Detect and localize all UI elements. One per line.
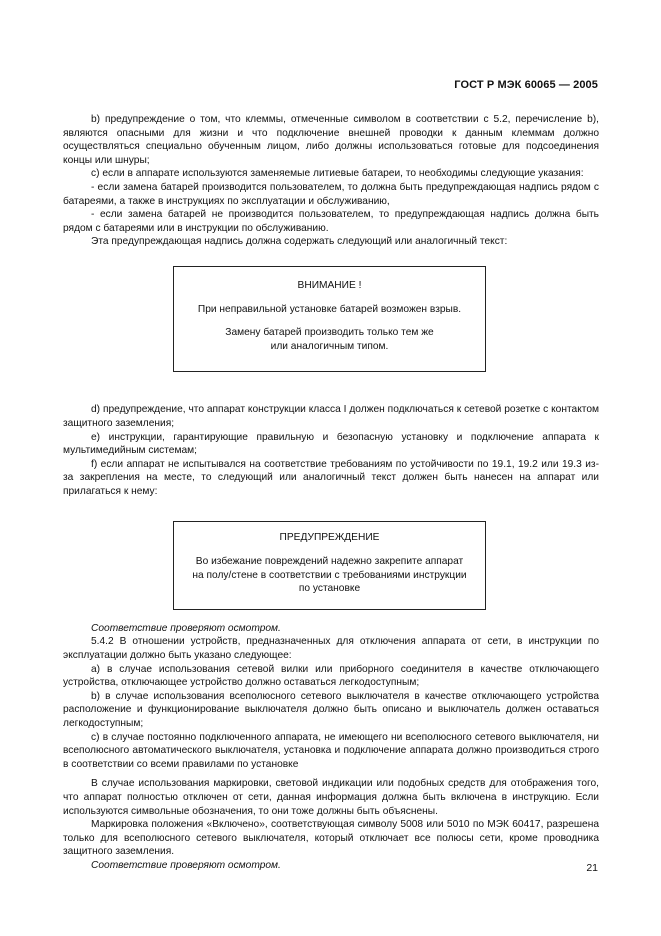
compliance-note: Соответствие проверяют осмотром. xyxy=(91,859,281,871)
item-e-paragraph: e) инструкции, гарантирующие правильную и безопасную установку и подключение аппарата к мультимедийным системам; xyxy=(63,431,599,457)
stability-caution-box xyxy=(173,521,486,609)
page-content xyxy=(63,113,599,873)
caution-box-title: ПРЕДУПРЕЖДЕНИЕ xyxy=(279,532,380,544)
standard-header: ГОСТ Р МЭК 60065 — 2005 xyxy=(454,79,598,91)
item-b-switch-paragraph: b) в случае использования всеполюсного сетевого выключателя в качестве отключающего устройства расположение и функционирование выключателя должно быть описано и выключатель должен оставаться легкодоступным; xyxy=(63,690,599,729)
warning-box-line: При неправильной установке батарей возможен взрыв. xyxy=(197,303,462,315)
on-position-marking-paragraph: Маркировка положения «Включено», соответствующая символу 5008 или 5010 по МЭК 60417, разрешена только для всеполюсного сетевого выключателя, который отключает все полюсы сети, кроме проводника защитного заземления. xyxy=(63,819,599,858)
caution-box-line: Во избежание повреждений надежно закрепите аппарат xyxy=(195,556,464,568)
page-number: 21 xyxy=(586,862,598,874)
caution-box-line: на полу/стене в соответствии с требованиями инструкции xyxy=(192,569,467,581)
battery-service-replace-paragraph: - если замена батарей не производится пользователем, то предупреждающая надпись должна быть рядом с батареями или в инструкции по обслуживанию. xyxy=(63,209,599,234)
warning-box-line: или аналогичным типом. xyxy=(270,340,389,352)
warning-box-title: ВНИМАНИЕ ! xyxy=(297,279,362,291)
caution-box-line: по установке xyxy=(298,583,361,595)
battery-warning-box xyxy=(173,266,486,372)
item-c-paragraph: c) если в аппарате используются заменяемые литиевые батареи, то необходимы следующие указания: xyxy=(91,168,584,180)
item-b-paragraph: b) предупреждение о том, что клеммы, отмеченные символом в соответствии с 5.2, перечисление b), являются опасными для жизни и что подключение внешней проводки к данным клеммам должно осуществляться специально обученным лицом, либо должны использоваться готовые для подсоединения концы или шнуры; xyxy=(63,114,599,166)
item-c-permanent-paragraph: c) в случае постоянно подключенного аппарата, не имеющего ни всеполюсного сетевого выключателя, ни всеполюсного автоматического выключателя, установка и подключение аппарата должно производиться строго в соответствии со всеми правилами по установке xyxy=(63,731,599,770)
item-a-paragraph: a) в случае использования сетевой вилки или приборного соединителя в качестве отключающего устройства, отключающее устройство должно оставаться легкодоступным; xyxy=(63,663,599,689)
battery-user-replace-paragraph: - если замена батарей производится пользователем, то должна быть предупреждающая надпись рядом с батареями, а также в инструкциях по эксплуатации и обслуживанию, xyxy=(63,181,599,207)
item-f-paragraph: f) если аппарат не испытывался на соответствие требованиям по устойчивости по 19.1, 19.2 или 19.3 из-за закрепления на месте, то следующий или аналогичный текст должен быть нанесен на аппарат или прилагаться к нему: xyxy=(63,458,599,497)
clause-5-4-2-paragraph: 5.4.2 В отношении устройств, предназначенных для отключения аппарата от сети, в инструкции по эксплуатации должно быть указано следующее: xyxy=(63,636,599,662)
marking-paragraph: В случае использования маркировки, световой индикации или подобных средств для отображения того, что аппарат полностью отключен от сети, данная информация должна быть включена в инструкцию. Если используются символьные обозначения, то они тоже должны быть объяснены. xyxy=(63,778,599,817)
warning-intro-paragraph: Эта предупреждающая надпись должна содержать следующий или аналогичный текст: xyxy=(91,236,508,248)
compliance-note: Соответствие проверяют осмотром. xyxy=(91,622,281,634)
warning-box-line: Замену батарей производить только тем же xyxy=(225,327,434,339)
item-d-paragraph: d) предупреждение, что аппарат конструкции класса I должен подключаться к сетевой розетке с контактом защитного заземления; xyxy=(63,404,599,429)
